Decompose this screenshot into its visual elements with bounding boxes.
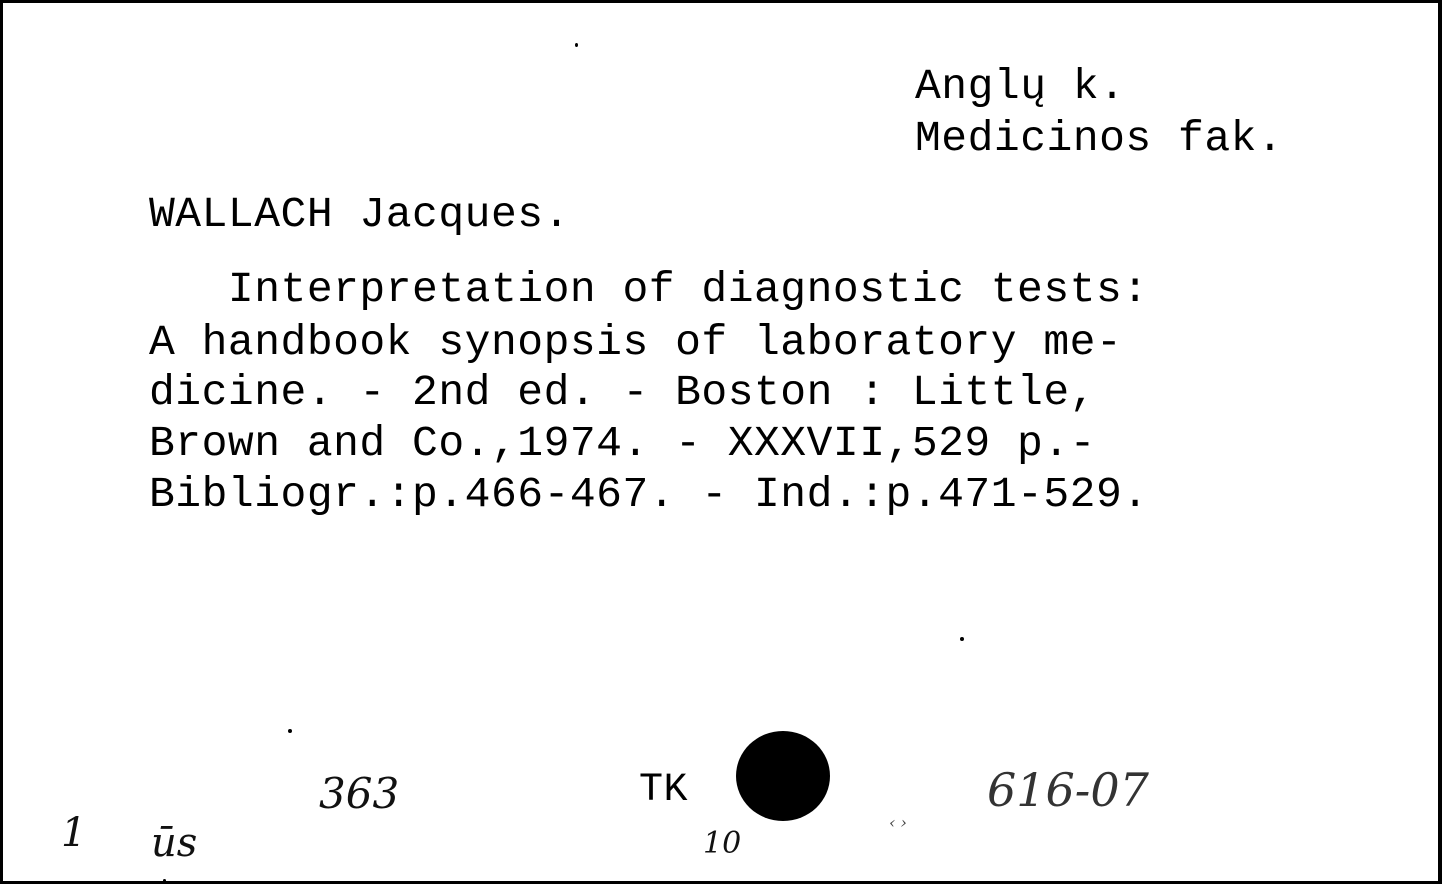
small-handwritten-mark: 10 xyxy=(703,826,742,861)
speck xyxy=(288,729,292,733)
author-heading: WALLACH Jacques. xyxy=(149,190,570,239)
description-line: dicine. - 2nd ed. - Boston : Little, xyxy=(149,368,1096,417)
description-line: Bibliogr.:p.466-467. - Ind.:p.471-529. xyxy=(149,470,1149,519)
copy-count: 1 xyxy=(61,810,87,856)
handwritten-initials: ūs xyxy=(151,820,198,866)
description-line: Brown and Co.,1974. - XXXVII,529 p.- xyxy=(149,419,1096,468)
description-line: A handbook synopsis of laboratory me- xyxy=(149,318,1123,367)
speck xyxy=(163,879,166,882)
call-number: 616-07 xyxy=(987,763,1149,817)
description-line: Interpretation of diagnostic tests: xyxy=(149,265,1149,314)
punched-hole-dot xyxy=(736,731,830,821)
faint-mark: ‹ › xyxy=(889,813,907,832)
speck xyxy=(960,637,964,641)
faculty-line: Medicinos fak. xyxy=(915,114,1284,163)
handwritten-number: 363 xyxy=(319,769,400,818)
department-line: Anglų k. xyxy=(915,62,1126,111)
speck xyxy=(575,43,578,47)
tk-mark: TK xyxy=(639,768,689,813)
